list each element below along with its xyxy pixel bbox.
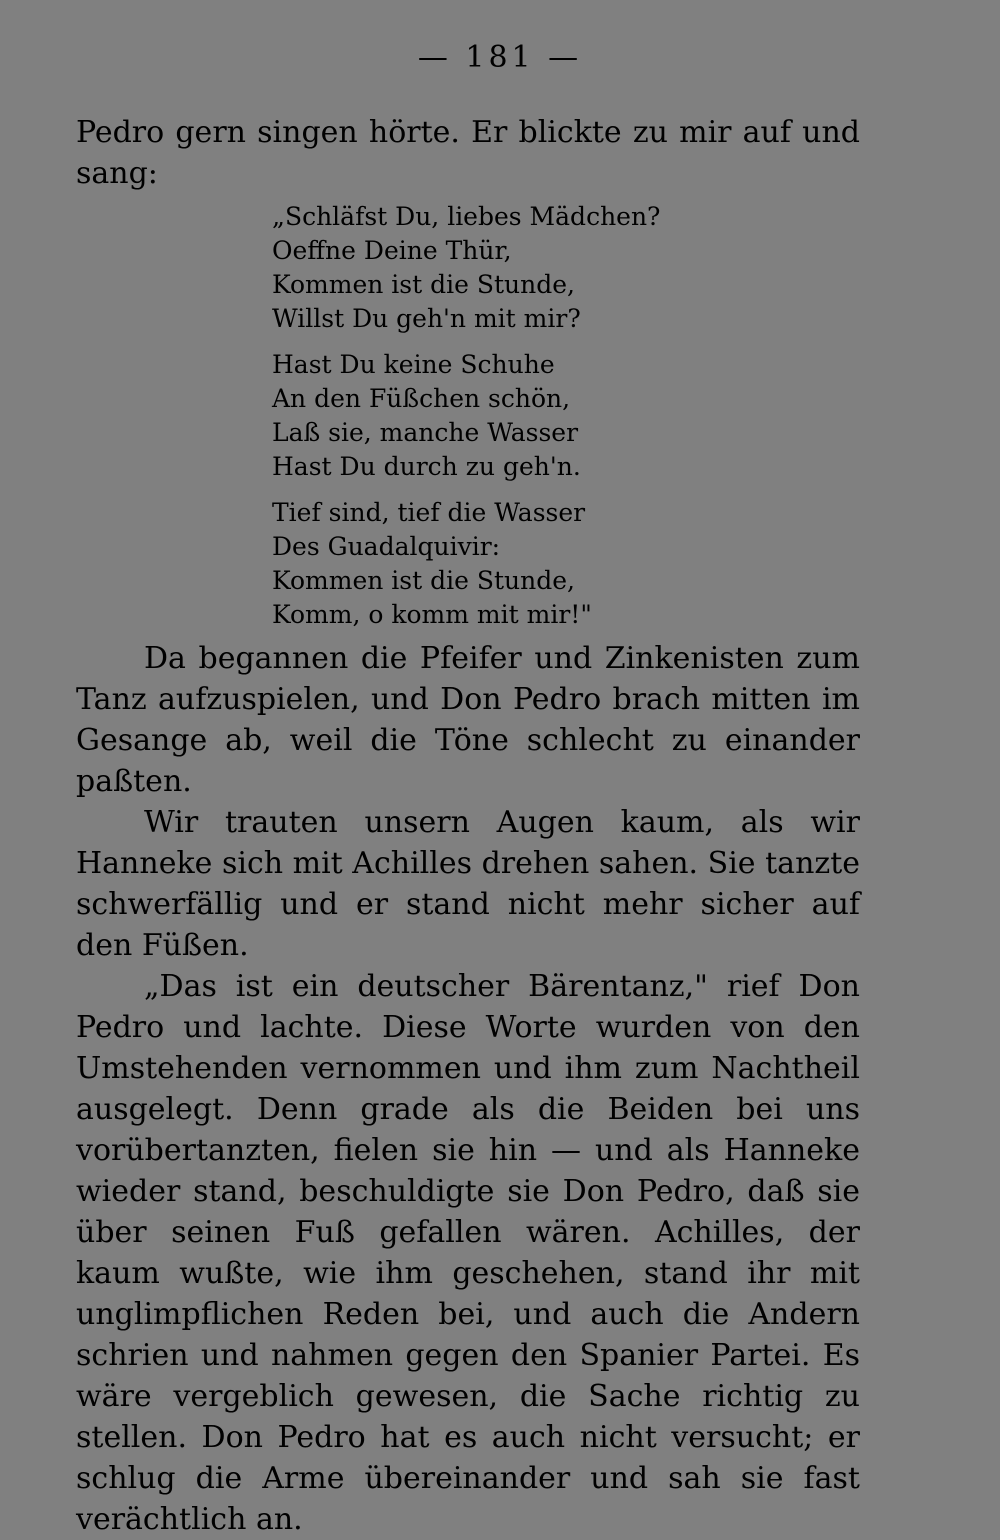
stanza [272, 200, 860, 336]
stanza [272, 496, 860, 632]
verse-line: Kommen ist die Stunde, [272, 270, 575, 299]
verse-line: Oeffne Deine Thür, [272, 236, 512, 265]
poem [272, 194, 860, 638]
verse-line: Tief sind, tief die Wasser [272, 498, 586, 527]
verse-line: Willst Du geh'n mit mir? [272, 304, 581, 333]
paragraph: Da begannen die Pfeifer und Zinkenisten zum Tanz aufzuspielen, und Don Pedro brach mitten im Gesange ab, weil die Töne schlecht zu einander paßten. [76, 641, 860, 799]
intro-paragraph: Pedro gern singen hörte. Er blickte zu mir auf und sang: [76, 115, 860, 191]
verse-line: „Schläfst Du, liebes Mädchen? [272, 202, 661, 231]
verse-line: An den Füßchen schön, [272, 384, 571, 413]
verse-line: Hast Du durch zu geh'n. [272, 452, 581, 481]
paragraph: „Das ist ein deutscher Bärentanz," rief Don Pedro und lachte. Diese Worte wurden von den Umstehenden vernommen und ihm zum Nachtheil ausgelegt. Denn grade als die Beiden bei uns vorübertanzten, fielen sie hin — und als Hanneke wieder stand, beschuldigte sie Don Pedro, daß sie über seinen Fuß gefallen wären. Achilles, der kaum wußte, wie ihm geschehen, stand ihr mit unglimpflichen Reden bei, und auch die Andern schrien und nahmen gegen den Spanier Partei. Es wäre vergeblich gewesen, die Sache richtig zu stellen. Don Pedro hat es auch nicht versucht; er schlug die Arme übereinander und sah sie fast verächtlich an. [76, 969, 860, 1537]
page-content [76, 112, 860, 1540]
stanza [272, 348, 860, 484]
verse-line: Kommen ist die Stunde, [272, 566, 575, 595]
verse-line: Laß sie, manche Wasser [272, 418, 579, 447]
verse-line: Des Guadalquivir: [272, 532, 501, 561]
verse-line: Hast Du keine Schuhe [272, 350, 555, 379]
paragraph: Wir trauten unsern Augen kaum, als wir Hanneke sich mit Achilles drehen sahen. Sie tanzte schwerfällig und er stand nicht mehr sicher auf den Füßen. [76, 805, 860, 963]
verse-line: Komm, o komm mit mir!" [272, 600, 592, 629]
page-number: — 181 — [417, 40, 583, 75]
